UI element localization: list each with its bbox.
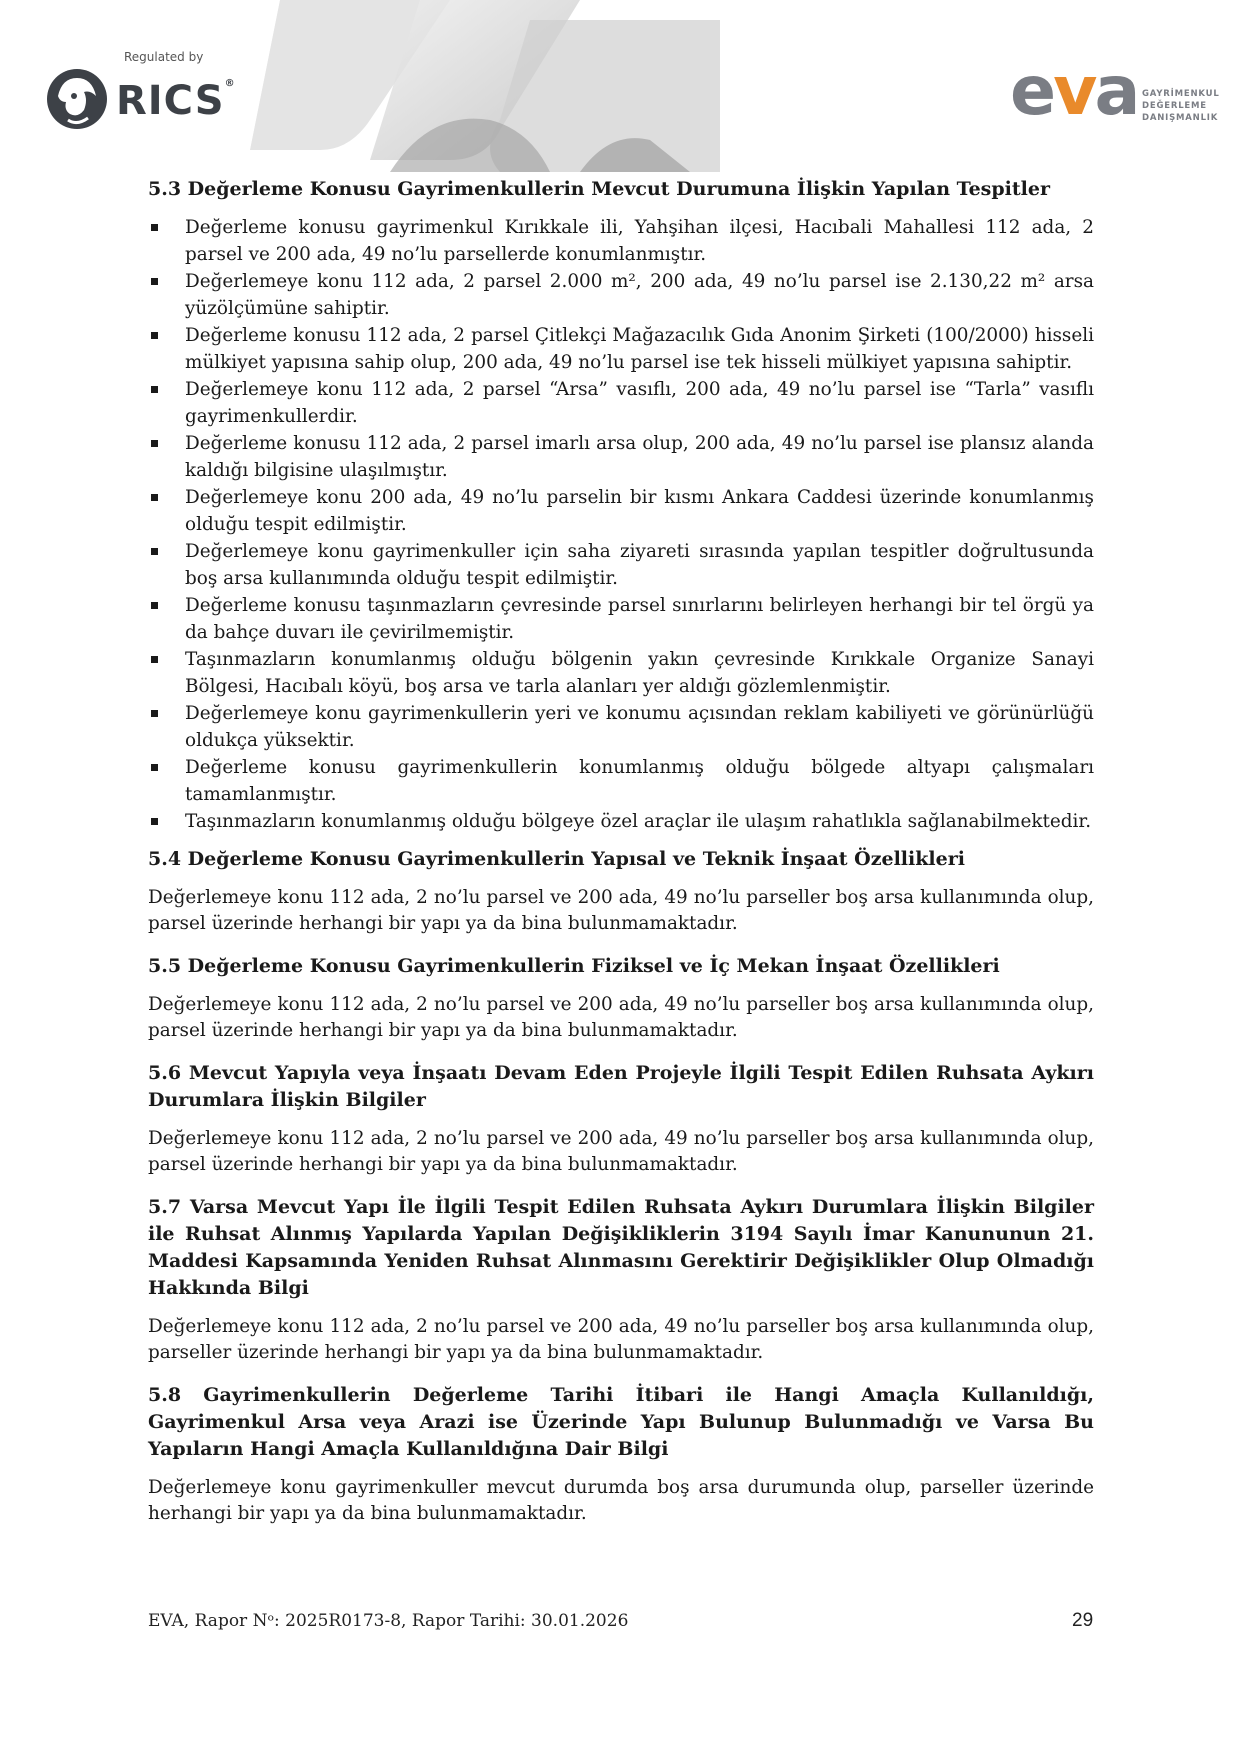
report-body: [148, 176, 1094, 1543]
section-heading: 5.3 Değerleme Konusu Gayrimenkullerin Mevcut Durumuna İlişkin Yapılan Tespitler: [148, 178, 1050, 200]
list-item-text: Taşınmazların konumlanmış olduğu bölgenin yakın çevresinde Kırıkkale Organize Sanayi Bölgesi, Hacıbalı köyü, boş arsa ve tarla alanları yer aldığı gözlemlenmiştir.: [185, 649, 1094, 697]
rics-logo: [44, 50, 244, 140]
list-item: [148, 809, 1094, 836]
eva-logo: [1010, 52, 1220, 132]
section-5-5: [148, 953, 1094, 1045]
list-item-text: Değerlemeye konu gayrimenkuller için saha ziyareti sırasında yapılan tespitler doğrultusunda boş arsa kullanımında olduğu tespit edilmiştir.: [185, 541, 1094, 589]
list-item-text: Değerlemeye konu 200 ada, 49 no’lu parselin bir kısmı Ankara Caddesi üzerinde konumlanmış olduğu tespit edilmiştir.: [185, 487, 1094, 535]
page-number: 29: [1072, 1610, 1094, 1631]
list-item: [148, 755, 1094, 808]
section-paragraph: Değerlemeye konu 112 ada, 2 no’lu parsel ve 200 ada, 49 no’lu parseller boş arsa kullanımında olup, parseller üzerinde herhangi bir yapı ya da bina bulunmamaktadır.: [148, 1315, 1094, 1363]
section-5-3: [148, 176, 1094, 836]
background-watermark: [250, 0, 720, 172]
section-heading: 5.4 Değerleme Konusu Gayrimenkullerin Yapısal ve Teknik İnşaat Özellikleri: [148, 847, 965, 870]
bullet-square-icon: [151, 656, 158, 663]
section-heading: 5.7 Varsa Mevcut Yapı İle İlgili Tespit Edilen Ruhsata Aykırı Durumlara İlişkin Bilgiler ile Ruhsat Alınmış Yapılarda Yapılan Değişikliklerin 3194 Sayılı İmar Kanununun 21. Maddesi Kapsamında Yeniden Ruhsat Alınmasını Gerektirir Değişiklikler Olup Olmadığı Hakkında Bilgi: [148, 1195, 1094, 1299]
list-item-text: Değerleme konusu gayrimenkullerin konumlanmış olduğu bölgede altyapı çalışmaları tamamlanmıştır.: [185, 757, 1094, 805]
section-paragraph: Değerlemeye konu 112 ada, 2 no’lu parsel ve 200 ada, 49 no’lu parseller boş arsa kullanımında olup, parsel üzerinde herhangi bir yapı ya da bina bulunmamaktadır.: [148, 993, 1094, 1041]
list-item: [148, 215, 1094, 268]
list-item: [148, 377, 1094, 430]
eva-wordmark: [1010, 52, 1137, 132]
list-item-text: Değerleme konusu 112 ada, 2 parsel imarlı arsa olup, 200 ada, 49 no’lu parsel ise plansız alanda kaldığı bilgisine ulaşılmıştır.: [185, 433, 1094, 481]
bullet-square-icon: [151, 764, 158, 771]
list-item: [148, 269, 1094, 322]
list-item: [148, 323, 1094, 376]
list-item: [148, 485, 1094, 538]
eva-tagline: [1142, 88, 1220, 124]
list-item-text: Değerleme konusu gayrimenkul Kırıkkale ili, Yahşihan ilçesi, Hacıbali Mahallesi 112 ada, 2 parsel ve 200 ada, 49 no’lu parsellerde konumlanmıştır.: [185, 217, 1094, 265]
list-item: [148, 647, 1094, 700]
bullet-square-icon: [151, 494, 158, 501]
bullet-square-icon: [151, 440, 158, 447]
list-item-text: Taşınmazların konumlanmış olduğu bölgeye özel araçlar ile ulaşım rahatlıkla sağlanabilmektedir.: [185, 811, 1092, 832]
bullet-square-icon: [151, 224, 158, 231]
bullet-square-icon: [151, 818, 158, 825]
list-item-text: Değerlemeye konu 112 ada, 2 parsel 2.000 m², 200 ada, 49 no’lu parsel ise 2.130,22 m² arsa yüzölçümüne sahiptir.: [185, 271, 1094, 319]
section-paragraph: Değerlemeye konu 112 ada, 2 no’lu parsel ve 200 ada, 49 no’lu parseller boş arsa kullanımında olup, parsel üzerinde herhangi bir yapı ya da bina bulunmamaktadır.: [148, 886, 1094, 934]
list-item-text: Değerlemeye konu 112 ada, 2 parsel “Arsa” vasıflı, 200 ada, 49 no’lu parsel ise “Tarla” vasıflı gayrimenkullerdir.: [185, 379, 1094, 427]
bullet-square-icon: [151, 332, 158, 339]
section-heading: 5.5 Değerleme Konusu Gayrimenkullerin Fiziksel ve İç Mekan İnşaat Özellikleri: [148, 954, 1000, 977]
section-5-7: [148, 1194, 1094, 1367]
section-5-6: [148, 1060, 1094, 1179]
list-item: [148, 539, 1094, 592]
eva-letter-e: e: [1010, 52, 1054, 131]
bullet-square-icon: [151, 710, 158, 717]
list-item-text: Değerlemeye konu gayrimenkullerin yeri ve konumu açısından reklam kabiliyeti ve görünürlüğü oldukça yüksektir.: [185, 703, 1094, 751]
list-item: [148, 431, 1094, 484]
section-paragraph: Değerlemeye konu gayrimenkuller mevcut durumda boş arsa durumunda olup, parseller üzerinde herhangi bir yapı ya da bina bulunmamaktadır.: [148, 1476, 1094, 1524]
list-item-text: Değerleme konusu 112 ada, 2 parsel Çitlekçi Mağazacılık Gıda Anonim Şirketi (100/2000) hisseli mülkiyet yapısına sahip olup, 200 ada, 49 no’lu parsel ise tek hisseli mülkiyet yapısına sahiptir.: [185, 325, 1094, 373]
rics-regulated-text: Regulated by: [124, 50, 204, 64]
section-5-4: [148, 846, 1094, 938]
section-5-8: [148, 1382, 1094, 1528]
section-paragraph: Değerlemeye konu 112 ada, 2 no’lu parsel ve 200 ada, 49 no’lu parseller boş arsa kullanımında olup, parsel üzerinde herhangi bir yapı ya da bina bulunmamaktadır.: [148, 1127, 1094, 1175]
rics-wordmark: [116, 78, 236, 124]
registered-mark: ®: [224, 78, 236, 89]
eva-letter-v: v: [1053, 52, 1095, 131]
eva-tagline-line: GAYRİMENKUL: [1142, 89, 1220, 99]
bullet-square-icon: [151, 386, 158, 393]
eva-tagline-line: DANIŞMANLIK: [1142, 113, 1219, 123]
bullet-square-icon: [151, 602, 158, 609]
bullet-square-icon: [151, 548, 158, 555]
findings-list: [148, 215, 1094, 836]
section-heading: 5.8 Gayrimenkullerin Değerleme Tarihi İtibari ile Hangi Amaçla Kullanıldığı, Gayrimenkul Arsa veya Arazi ise Üzerinde Yapı Bulunup Bulunmadığı ve Varsa Bu Yapıların Hangi Amaçla Kullanıldığına Dair Bilgi: [148, 1383, 1094, 1460]
eva-letter-a: a: [1094, 52, 1138, 131]
list-item-text: Değerleme konusu taşınmazların çevresinde parsel sınırlarını belirleyen herhangi bir tel örgü ya da bahçe duvarı ile çevirilmemiştir.: [185, 595, 1094, 643]
report-footer: EVA, Rapor Nᵒ: 2025R0173-8, Rapor Tarihi: 30.01.2026: [148, 1611, 629, 1631]
bullet-square-icon: [151, 278, 158, 285]
eva-tagline-line: DEĞERLEME: [1142, 101, 1207, 111]
section-heading: 5.6 Mevcut Yapıyla veya İnşaatı Devam Eden Projeyle İlgili Tespit Edilen Ruhsata Aykırı Durumlara İlişkin Bilgiler: [148, 1061, 1094, 1111]
list-item: [148, 593, 1094, 646]
lion-icon: [44, 66, 110, 136]
list-item: [148, 701, 1094, 754]
rics-name: RICS: [116, 78, 225, 124]
